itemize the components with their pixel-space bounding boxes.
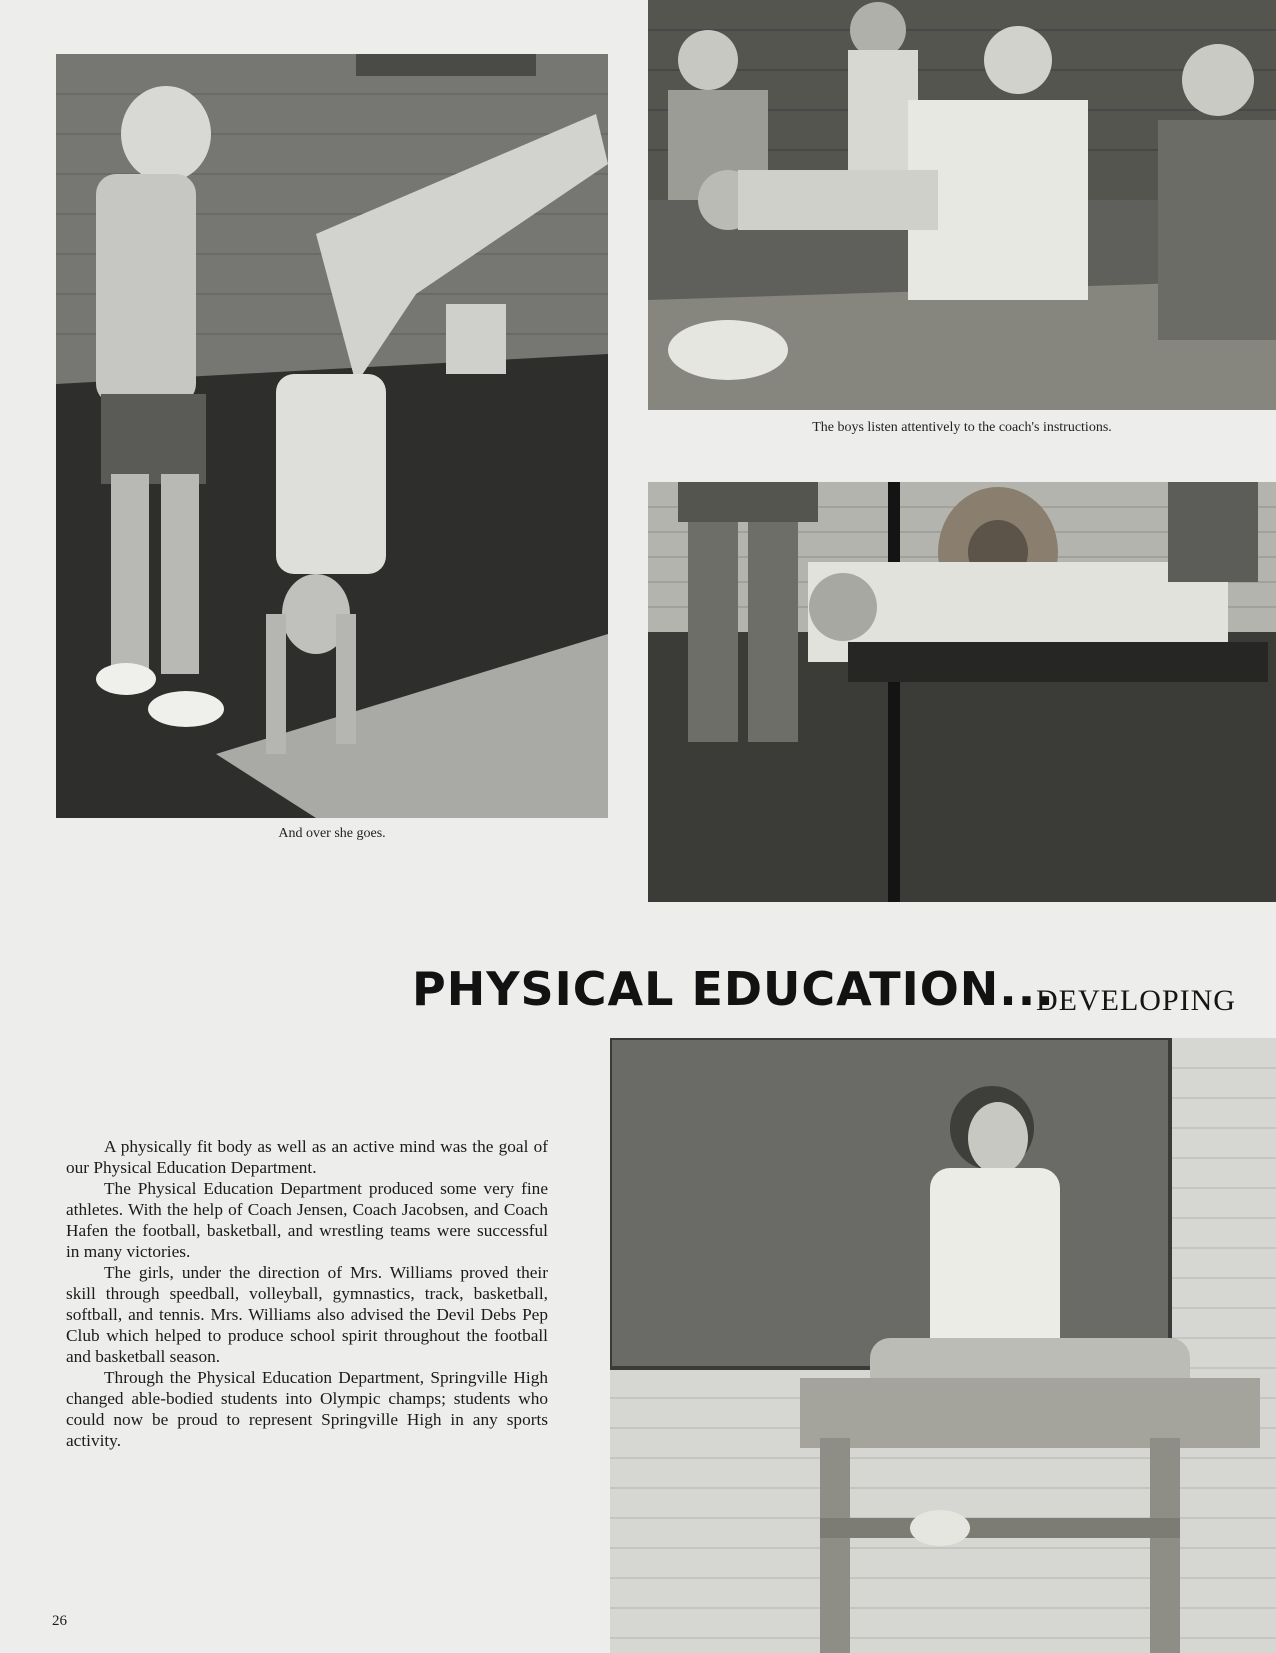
- paragraph: The girls, under the direction of Mrs. Williams proved their skill through speedball, volleyball, gymnastics, track, basketball, softball, and tennis. Mrs. Williams also advised the Devil Debs Pep Club which helped to produce school spirit throughout the football and basketball season.: [66, 1263, 548, 1366]
- page-title: PHYSICAL EDUCATION...: [412, 962, 1055, 1016]
- page-subtitle: DEVELOPING: [1036, 984, 1236, 1017]
- paragraph: Through the Physical Education Department, Springville High changed able-bodied students into Olympic champs; students who could now be proud to represent Springville High in any sports activity.: [66, 1368, 548, 1450]
- boys-listening-caption: The boys listen attentively to the coach's instructions.: [812, 420, 1112, 435]
- boys-listening-photo: [648, 0, 1276, 410]
- article-body: [66, 1136, 548, 1451]
- weightlifting-photo: [648, 482, 1276, 902]
- handstand-caption: And over she goes.: [278, 826, 386, 841]
- handstand-photo: [56, 54, 608, 818]
- girl-on-bench-photo: [610, 1038, 1276, 1653]
- paragraph: The Physical Education Department produced some very fine athletes. With the help of Coach Jensen, Coach Jacobsen, and Coach Hafen the football, basketball, and wrestling teams were successful in many victories.: [66, 1179, 548, 1261]
- page-number: 26: [52, 1613, 67, 1629]
- paragraph: A physically fit body as well as an active mind was the goal of our Physical Education Department.: [66, 1137, 548, 1177]
